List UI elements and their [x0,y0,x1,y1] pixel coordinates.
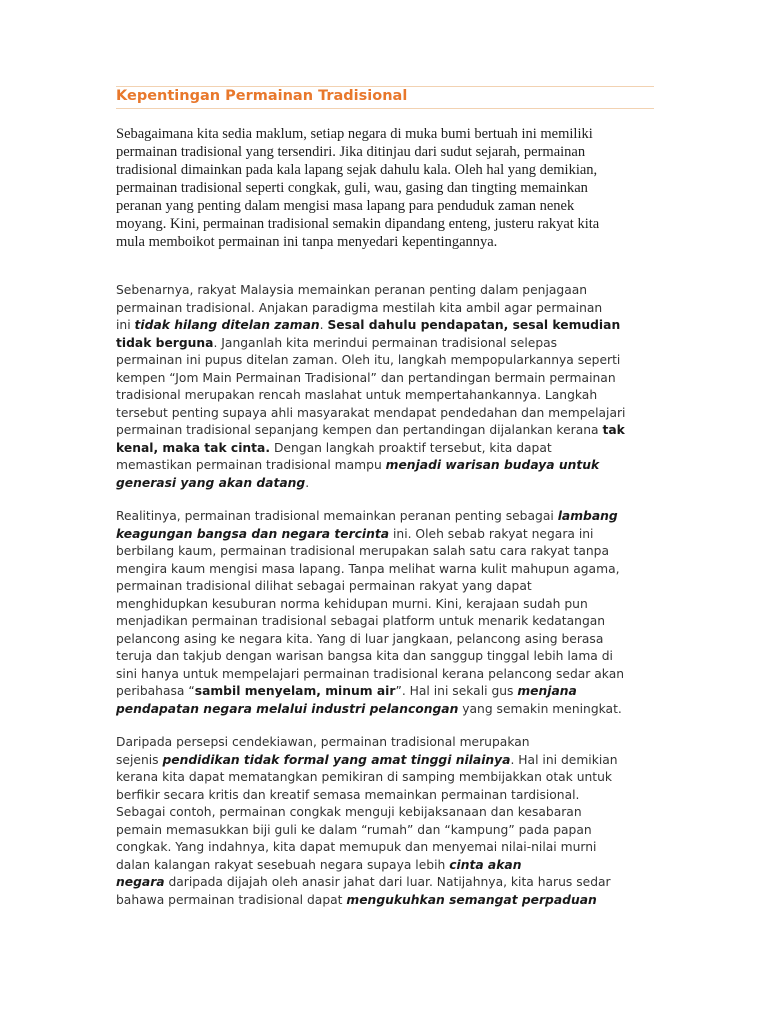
text-line: menghidupkan kesuburan norma kehidupan murni. Kini, kerajaan sudah pun [116,596,588,611]
proverb-phrase: tak [602,423,625,437]
text-run: Dengan langkah proaktif tersebut, kita dapat [270,440,552,455]
emphasis-phrase: negara [116,875,165,889]
text-line [116,892,656,910]
emphasis-phrase: mengukuhkan semangat perpaduan [346,892,597,907]
text-line: permainan ini pupus ditelan zaman. Oleh itu, langkah mempopularkannya seperti [116,353,621,367]
text-line: menjadikan permainan tradisional sebagai platform untuk menarik kedatangan [116,614,606,628]
text-line: permainan tradisional. Anjakan paradigma mestilah kita ambil agar permainan [116,300,603,315]
text-line [116,701,656,719]
text-line [116,422,656,440]
intro-line: moyang. Kini, permainan tradisional semakin dipandang enteng, justeru rakyat kita [116,216,600,232]
text-run: permainan tradisional sepanjang kempen dan pertandingan dijalankan kerana [116,423,603,437]
text-run: yang semakin meningkat. [458,701,622,716]
text-run: daripada dijajah oleh anasir jahat dari luar. Natijahnya, kita harus sedar [164,875,611,889]
emphasis-phrase: cinta akan [449,857,522,872]
text-line: Sebagai contoh, permainan congkak menguji kebijaksanaan dan kesabaran [116,805,582,819]
proverb-phrase: kenal, maka tak cinta. [116,440,271,455]
text-line [116,440,656,458]
intro-line: tradisional dimainkan pada kala lapang sejak dahulu kala. Oleh hal yang demikian, [116,162,598,178]
text-line: pemain memasukkan biji guli ke dalam “rumah” dan “kampung” pada papan [116,822,592,837]
text-line: kerana kita dapat mematangkan pemikiran di samping membijakkan otak untuk [116,770,613,784]
text-run: memastikan permainan tradisional mampu [116,458,386,472]
text-run: . [319,318,328,332]
text-line [116,857,656,875]
text-line: mengira kaum mengisi masa lapang. Tanpa melihat warna kulit mahupun agama, [116,561,620,576]
intro-line: mula memboikot permainan ini tanpa menyedari kepentingannya. [116,234,498,250]
text-line [116,526,656,544]
proverb-phrase: sambil menyelam, minum air [194,684,396,698]
text-line: congkak. Yang indahnya, kita dapat memupuk dan menyemai nilai-nilai murni [116,840,597,854]
text-line: Daripada persepsi cendekiawan, permainan tradisional merupakan [116,735,530,749]
emphasis-phrase: pendapatan negara melalui industri pelancongan [116,701,459,716]
text-line [116,874,656,892]
text-run: dalan kalangan rakyat sesebuah negara supaya lebih [116,857,450,872]
text-line: pelancong asing ke negara kita. Yang di luar jangkaan, pelancong asing berasa [116,631,604,646]
emphasis-phrase: lambang [557,509,618,523]
text-line [116,457,656,475]
text-run: . Hal ini demikian [510,752,618,767]
emphasis-phrase: keagungan bangsa dan negara tercinta [116,526,390,541]
text-line: tersebut penting supaya ahli masyarakat mendapat pendedahan dan mempelajari [116,405,626,420]
text-line: sini hanya untuk mempelajari permainan tradisional kerana pelancong sedar akan [116,666,625,681]
text-line [116,508,656,526]
emphasis-phrase: menjana [517,684,577,698]
text-run: . Janganlah kita merindui permainan tradisional selepas [213,335,558,350]
proverb-phrase: Sesal dahulu pendapatan, sesal kemudian [327,318,621,332]
intro-line: permainan tradisional yang tersendiri. Jika ditinjau dari sudut sejarah, permainan [116,144,586,160]
text-line: berbilang kaum, permainan tradisional merupakan salah satu cara rakyat tanpa [116,544,609,558]
text-line: tradisional merupakan rencah maslahat untuk mempertahankannya. Langkah [116,388,598,402]
title-bar [116,86,654,109]
text-run: . [305,475,310,490]
emphasis-phrase: pendidikan tidak formal yang amat tinggi nilainya [162,752,511,767]
text-run: ini. Oleh sebab rakyat negara ini [389,526,594,541]
text-run: ini [116,318,135,332]
intro-line: permainan tradisional seperti congkak, guli, wau, gasing dan tingting memainkan [116,180,588,196]
text-run: sejenis [116,752,163,767]
article-title: Kepentingan Permainan Tradisional [116,88,408,104]
text-line: berfikir secara kritis dan kreatif semasa memainkan permainan tardisional. [116,787,580,802]
text-line: Sebenarnya, rakyat Malaysia memainkan peranan penting dalam penjagaan [116,283,588,297]
text-run: Realitinya, permainan tradisional memainkan peranan penting sebagai [116,509,558,523]
text-line [116,683,656,701]
text-line [116,317,656,335]
text-line [116,335,656,353]
text-run: peribahasa “ [116,684,195,698]
text-line: permainan tradisional dilihat sebagai permainan rakyat yang dapat [116,579,532,593]
emphasis-phrase: generasi yang akan datang [116,475,306,490]
body-paragraph-1 [116,282,656,492]
body-paragraph-3 [116,734,656,909]
body-paragraph-2 [116,508,656,718]
text-line [116,475,656,493]
text-line: kempen “Jom Main Permainan Tradisional” dan pertandingan bermain permainan [116,370,616,385]
emphasis-phrase: tidak hilang ditelan zaman [134,318,320,332]
text-line: teruja dan takjub dengan warisan bangsa kita dan sanggup tinggal lebih lama di [116,649,613,663]
emphasis-phrase: menjadi warisan budaya untuk [385,458,600,472]
text-line [116,752,656,770]
proverb-phrase: tidak berguna [116,335,214,350]
intro-line: peranan yang penting dalam mengisi masa lapang para penduduk zaman nenek [116,198,575,214]
intro-line: Sebagaimana kita sedia maklum, setiap negara di muka bumi bertuah ini memiliki [116,126,593,142]
text-run: ”. Hal ini sekali gus [395,684,518,698]
text-run: bahawa permainan tradisional dapat [116,892,347,907]
intro-paragraph [116,125,656,251]
